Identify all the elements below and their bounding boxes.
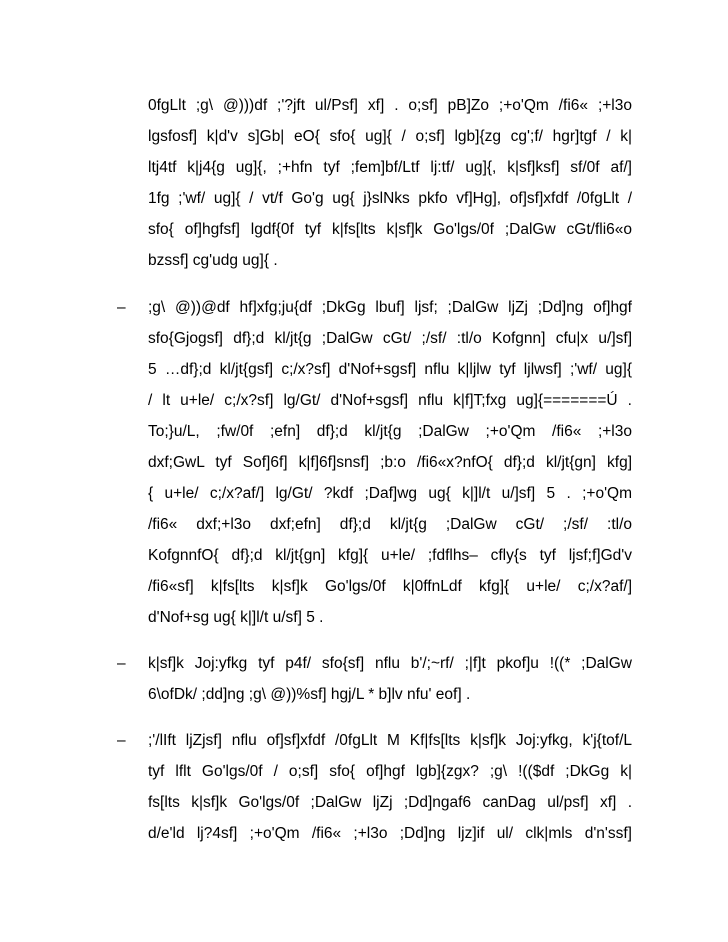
text-line: tyf lflt Go'lgs/0f / o;sf] sfo{ of]hgf lgb]{zgx? ;g\ !(($df ;DkGg k| — [148, 763, 632, 780]
text-line: ;g\ @))@df hf]xfg;ju{df ;DkGg lbuf] ljsf; ;DalGw ljZj ;Dd]ng of]hgf — [148, 299, 632, 316]
text-line: /fi6«sf] k|fs[lts k|sf]k Go'lgs/0f k|0ffnLdf kfg]{ u+le/ c;/x?af/] — [148, 578, 632, 595]
bullet-marker: – — [117, 655, 126, 672]
text-line: 5 …df};d kl/jt{gsf] c;/x?sf] d'Nof+sgsf] nflu k|ljlw tyf ljlwsf] ;'wf/ ug]{ — [148, 361, 632, 378]
text-line: d'Nof+sg ug{ k|]l/t u/sf] 5 . — [148, 609, 324, 626]
text-line: { u+le/ c;/x?af/] lg/Gt/ ?kdf ;Daf]wg ug{ k|]l/t u/]sf] 5 . ;+o'Qm — [148, 485, 632, 502]
text-line: sfo{Gjogsf] df};d kl/jt{g ;DalGw cGt/ ;/sf/ :tl/o Kofgnn] cfu|x u/]sf] — [148, 330, 632, 347]
text-line: 0fgLlt ;g\ @)))df ;'?jft ul/Psf] xf] . o;sf] pB]Zo ;+o'Qm /fi6« ;+l3o — [148, 97, 632, 114]
text-line: To;}u/L, ;fw/0f ;efn] df};d kl/jt{g ;DalGw ;+o'Qm /fi6« ;+l3o — [148, 423, 632, 440]
text-line: d/e'ld lj?4sf] ;+o'Qm /fi6« ;+l3o ;Dd]ng ljz]if ul/ clk|mls d'n'ssf] — [148, 825, 632, 842]
text-line: lgsfosf] k|d'v s]Gb| eO{ sfo{ ug]{ / o;sf] lgb]{zg cg';f/ hgr]tgf / k| — [148, 128, 632, 145]
text-line: bzssf] cg'udg ug]{ . — [148, 252, 278, 269]
text-line: fs[lts k|sf]k Go'lgs/0f ;DalGw ljZj ;Dd]ngaf6 canDag ul/psf] xf] . — [148, 794, 632, 811]
text-line: sfo{ of]hgfsf] lgdf{0f tyf k|fs[lts k|sf]k Go'lgs/0f ;DalGw cGt/fli6«o — [148, 221, 632, 238]
text-line: KofgnnfO{ df};d kl/jt{gn] kfg]{ u+le/ ;fdflhs– cfly{s tyf ljsf;f]Gd'v — [148, 547, 632, 564]
bullet-marker: – — [117, 299, 126, 316]
text-line: /fi6« dxf;+l3o dxf;efn] df};d kl/jt{g ;DalGw cGt/ ;/sf/ :tl/o — [148, 516, 632, 533]
text-line: 6\ofDk/ ;dd]ng ;g\ @))%sf] hgj/L * b]lv nfu' eof] . — [148, 686, 471, 703]
text-line: dxf;GwL tyf Sof]6f] k|f]6f]snsf] ;b:o /fi6«x?nfO{ df};d kl/jt{gn] kfg] — [148, 454, 632, 471]
bullet-marker: – — [117, 732, 126, 749]
text-line: ltj4tf k|j4{g ug]{, ;+hfn tyf ;fem]bf/Ltf lj:tf/ ug]{, k|sf]ksf] sf/0f af/] — [148, 159, 632, 176]
text-line: ;'/lIft ljZjsf] nflu of]sf]xfdf /0fgLlt M Kf|fs[lts k|sf]k Joj:yfkg, k'j{tof/L — [148, 732, 632, 749]
text-line: / lt u+le/ c;/x?sf] lg/Gt/ d'Nof+sgsf] nflu k|f]T;fxg ug]{=======Ú . — [148, 392, 632, 409]
text-line: k|sf]k Joj:yfkg tyf p4f/ sfo{sf] nflu b'/;~rf/ ;|f]t pkof]u !((* ;DalGw — [148, 655, 632, 672]
text-line: 1fg ;'wf/ ug]{ / vt/f Go'g ug{ j}slNks pkfo vf]Hg], of]sf]xfdf /0fgLlt / — [148, 190, 632, 207]
